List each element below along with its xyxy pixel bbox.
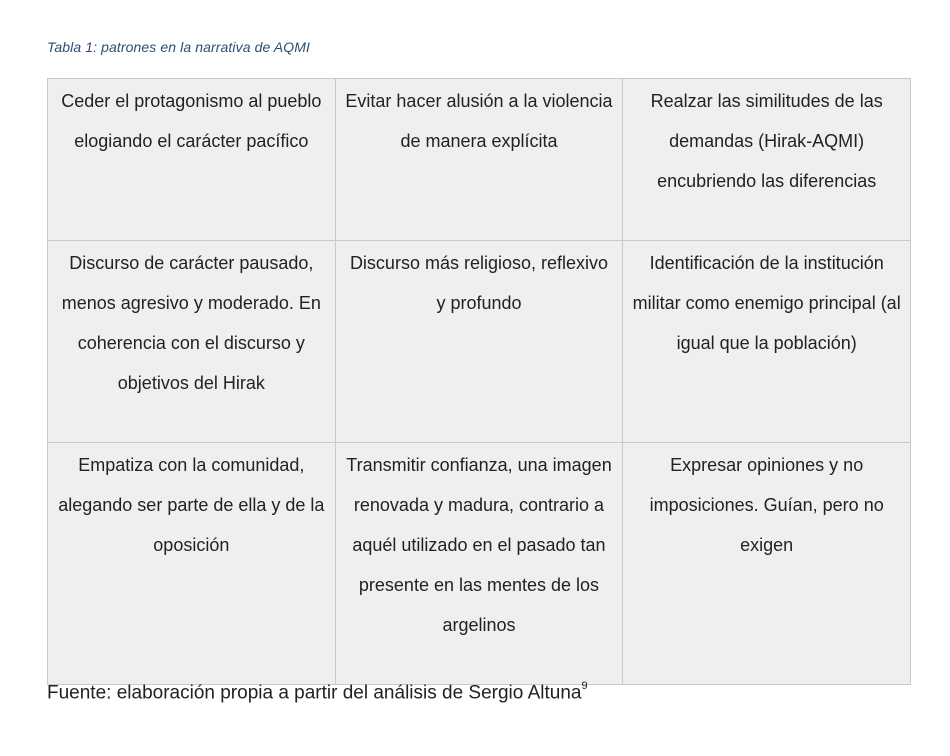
table-cell: [623, 443, 911, 685]
table-row: [48, 443, 911, 685]
table-cell: [623, 79, 911, 241]
table-cell: [48, 241, 336, 443]
table-row: [48, 79, 911, 241]
cell-text: Realzar las similitudes de las demandas (Hirak-AQMI) encubriendo las diferencias: [650, 91, 883, 191]
table-cell: [335, 443, 623, 685]
cell-text: Discurso de carácter pausado, menos agresivo y moderado. En coherencia con el discurso y objetivos del Hirak: [61, 253, 321, 393]
table-cell: [335, 241, 623, 443]
cell-text: Transmitir confianza, una imagen renovada y madura, contrario a aquél utilizado en el pasado tan presente en las mentes de los argelinos: [346, 455, 612, 635]
table-row: [48, 241, 911, 443]
table-cell: [48, 443, 336, 685]
cell-text: Ceder el protagonismo al pueblo elogiando el carácter pacífico: [61, 91, 322, 151]
table-caption: Tabla 1: patrones en la narrativa de AQMI: [47, 39, 310, 55]
table-cell: [623, 241, 911, 443]
cell-text: Expresar opiniones y no imposiciones. Guían, pero no exigen: [649, 455, 884, 555]
source-text: Fuente: elaboración propia a partir del análisis de Sergio Altuna: [47, 682, 582, 704]
cell-text: Evitar hacer alusión a la violencia de manera explícita: [345, 91, 613, 151]
table-cell: [335, 79, 623, 241]
cell-text: Discurso más religioso, reflexivo y profundo: [349, 253, 609, 313]
cell-text: Empatiza con la comunidad, alegando ser parte de ella y de la oposición: [58, 455, 325, 555]
cell-text: Identificación de la institución militar como enemigo principal (al igual que la población): [632, 253, 901, 353]
footnote-marker: 9: [581, 680, 588, 692]
source-note: [47, 682, 588, 704]
table-cell: [48, 79, 336, 241]
patterns-table: [47, 78, 911, 685]
